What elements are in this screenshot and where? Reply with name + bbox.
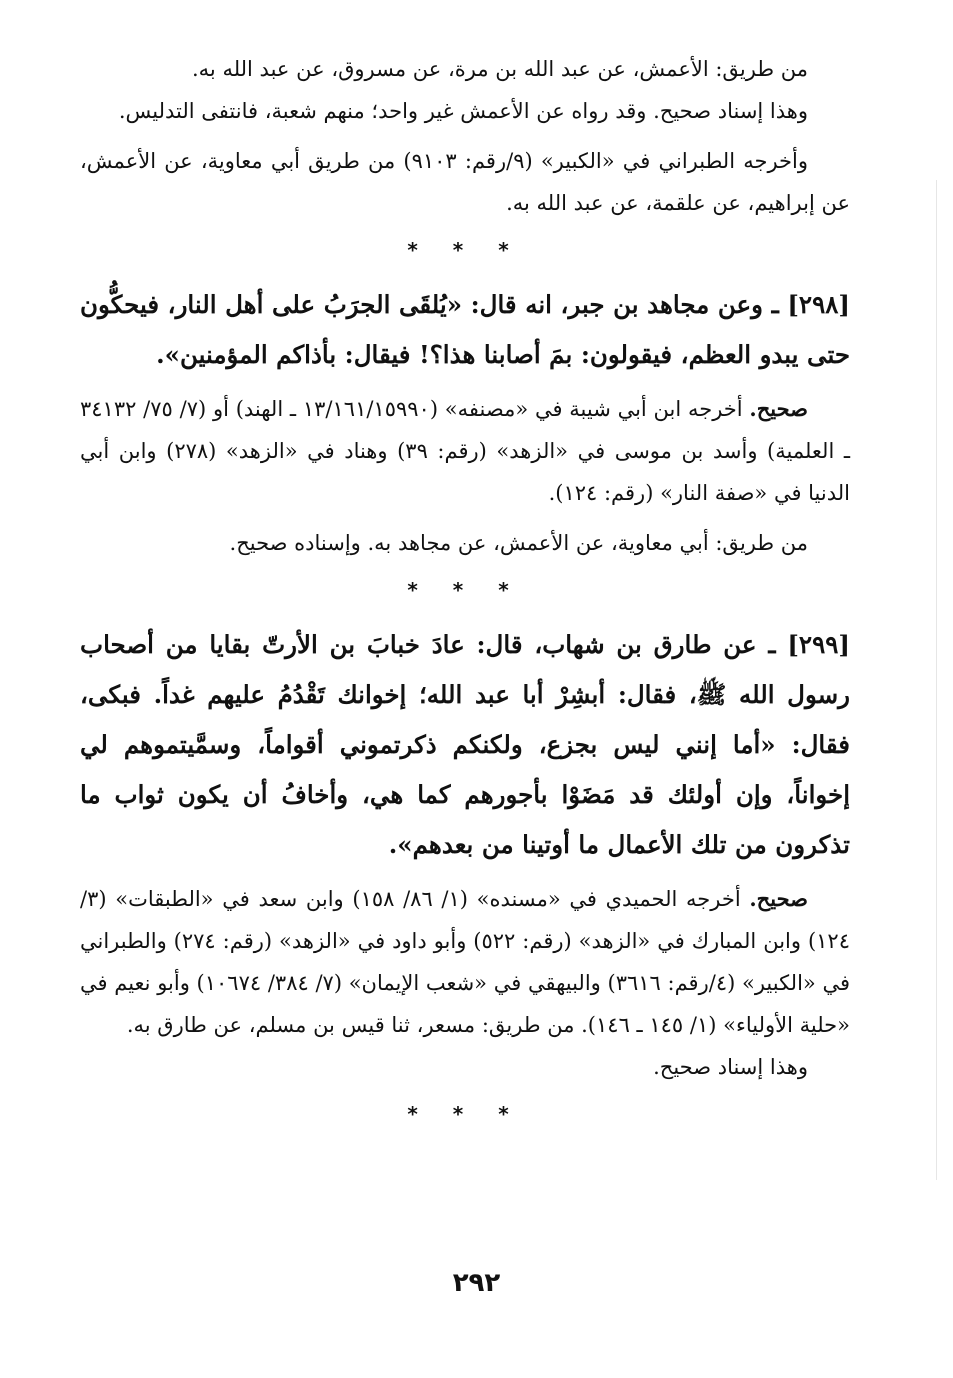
spacer [80,380,850,388]
spacer [80,132,850,140]
hadith-299-text: [٢٩٩] ـ عن طارق بن شهاب، قال: عادَ خبابَ بن الأرتّ بقايا من أصحاب رسول الله ﷺ، فقال: أبشِرْ أبا عبد الله؛ إخوانك تَقْدُمُ عليهم غداً. فبكى، فقال: «أما إنني ليس بجزع، ولكنكم ذكرتموني أقواماً، وسمَّيتموهم لي إخواناً، وإن أولئك قد مَضَوْا بأجورهم كما هي، وأخافُ أن يكون ثواب ما تذكرون من تلك الأعمال ما أوتينا من بعدهم». [80,630,850,859]
spacer [80,514,850,522]
section-separator: * * * [407,238,523,262]
hadith-299-takhrij-text: أخرجه الحميدي في «مسنده» (١/ ٨٦/ ١٥٨) وابن سعد في «الطبقات» (٣/ ١٢٤) وابن المبارك في «الزهد» (رقم: ٥٢٢) وأبو داود في «الزهد» (رقم: ٢٧٤) والطبراني في «الكبير» (٤/رقم: ٣٦١٦) والبيهقي في «شعب الإيمان» (٧/ ٣٨٤/ ١٠٦٧٤) وأبو نعيم في «حلية الأولياء» (١/ ١٤٥ ـ ١٤٦). من طريق: مسعر، ثنا قيس بن مسلم، عن طارق به. [80,887,850,1037]
page-edge-line [936,180,937,1180]
hadith-298-takhrij-text: أخرجه ابن أبي شيبة في «مصنفه» (١٣/١٦١/١٥٩٩٠ ـ الهند) أو (٧/ ٧٥/ ٣٤١٣٢ ـ العلمية) وأسد بن موسى في «الزهد» (رقم: ٣٩) وهناد في «الزهد» (٢٧٨) وابن أبي الدنيا في «صفة النار» (رقم: ١٢٤). [80,397,851,505]
hadith-298-takhrij [80,388,850,514]
spacer [80,870,850,878]
page-number: ٢٩٢ [452,1268,501,1298]
book-page [80,48,850,1348]
intro-isnad-paragraph: من طريق: الأعمش، عن عبد الله بن مرة، عن مسروق، عن عبد الله به. [191,57,808,81]
intro-takhrij-paragraph: وأخرجه الطبراني في «الكبير» (٩/رقم: ٩١٠٣) من طريق أبي معاوية، عن الأعمش، عن إبراهيم، عن علقمة، عن عبد الله به. [80,149,850,215]
hadith-299-conclusion: وهذا إسناد صحيح. [653,1055,808,1079]
hadith-299-grade: صحيح. [749,886,808,911]
section-separator: * * * [407,1102,523,1126]
section-separator: * * * [407,578,523,602]
intro-grading-paragraph: وهذا إسناد صحيح. وقد رواه عن الأعمش غير واحد؛ منهم شعبة، فانتفى التدليس. [118,99,808,123]
hadith-298-text: [٢٩٨] ـ وعن مجاهد بن جبر، انه قال: «يُلقَى الجرَبُ على أهل النار، فيحكُّون حتى يبدو العظم، فيقولون: بمَ أصابنا هذا؟! فيقال: بأذاكم المؤمنين». [80,290,850,369]
hadith-298-grade: صحيح. [749,396,808,421]
hadith-299-takhrij [80,878,850,1046]
hadith-298-isnad: من طريق: أبي معاوية، عن الأعمش، عن مجاهد به. وإسناده صحيح. [229,531,808,555]
